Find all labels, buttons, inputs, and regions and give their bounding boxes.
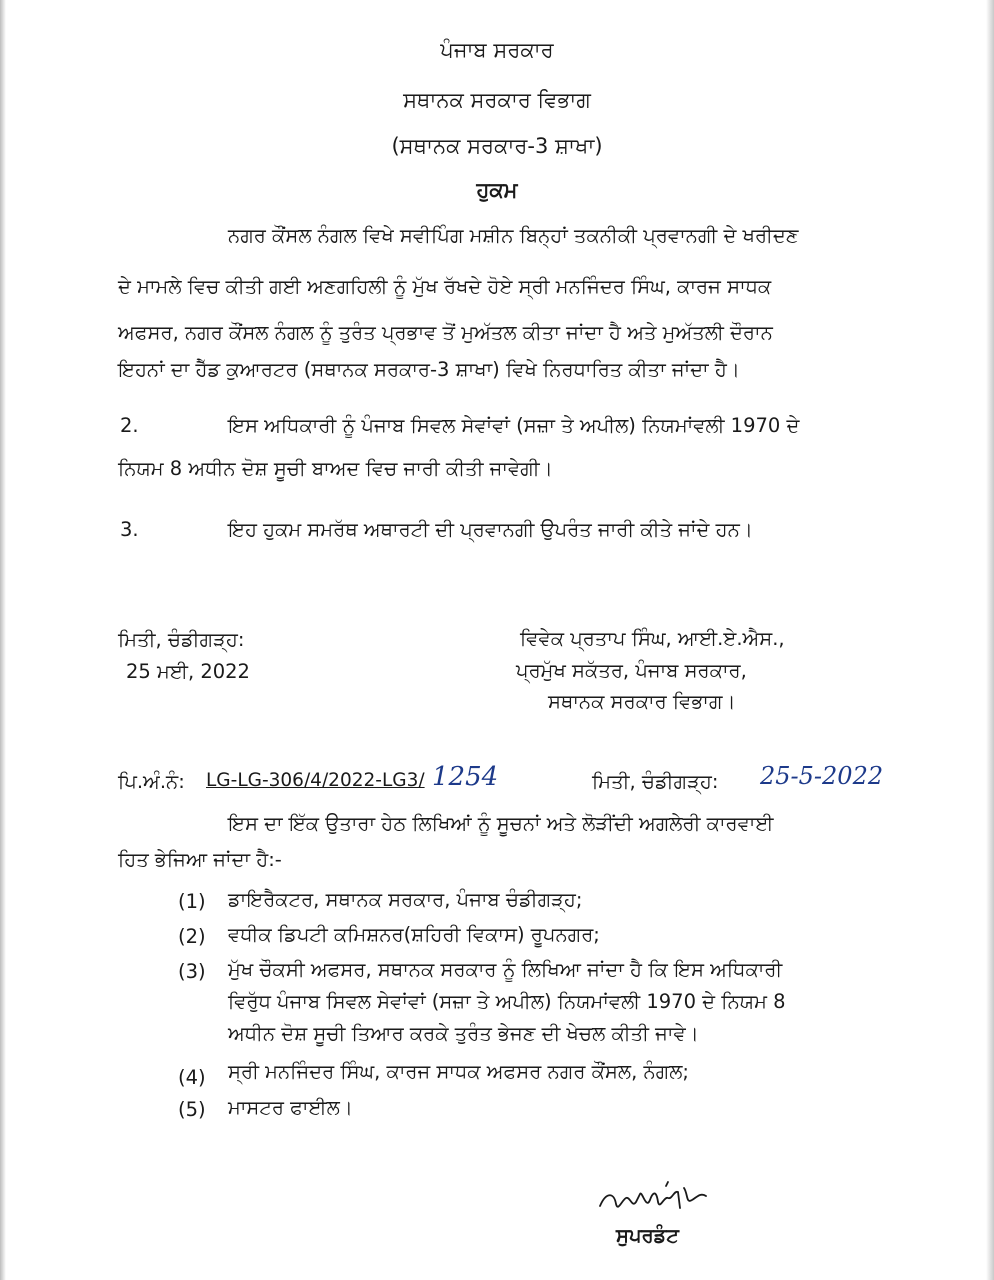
signatory-department: ਸਥਾਨਕ ਸਰਕਾਰ ਵਿਭਾਗ। xyxy=(548,690,736,713)
para1-line1: ਨਗਰ ਕੌਂਸਲ ਨੰਗਲ ਵਿਖੇ ਸਵੀਪਿੰਗ ਮਸ਼ੀਨ ਬਿਨ੍ਹਾਂ ਤਕਨੀਕੀ ਪ੍ਰਵਾਨਗੀ ਦੇ ਖਰੀਦਣ xyxy=(228,224,799,247)
endorsement-intro-line2: ਹਿਤ ਭੇਜਿਆ ਜਾਂਦਾ ਹੈ:- xyxy=(118,848,282,871)
endorsement-ref-number: LG-LG-306/4/2022-LG3/ xyxy=(206,770,425,791)
endorsement-ref-handwritten: 1254 xyxy=(432,762,499,792)
list-item-1-number: (1) xyxy=(178,890,206,913)
list-item-4: ਸ੍ਰੀ ਮਨਜਿੰਦਰ ਸਿੰਘ, ਕਾਰਜ ਸਾਧਕ ਅਫਸਰ ਨਗਰ ਕੌਂਸਲ, ਨੰਗਲ; xyxy=(228,1060,689,1083)
list-item-1: ਡਾਇਰੈਕਟਰ, ਸਥਾਨਕ ਸਰਕਾਰ, ਪੰਜਾਬ ਚੰਡੀਗੜ੍ਹ; xyxy=(228,888,583,911)
order-title: ਹੁਕਮ xyxy=(476,178,518,202)
list-item-2: ਵਧੀਕ ਡਿਪਟੀ ਕਮਿਸ਼ਨਰ(ਸ਼ਹਿਰੀ ਵਿਕਾਸ) ਰੂਪਨਗਰ; xyxy=(228,923,600,946)
list-item-3-line3: ਅਧੀਨ ਦੋਸ਼ ਸੂਚੀ ਤਿਆਰ ਕਰਕੇ ਤੁਰੰਤ ਭੇਜਣ ਦੀ ਖੇਚਲ ਕੀਤੀ ਜਾਵੇ। xyxy=(228,1022,699,1045)
endorsement-ref-label: ਪਿ.ਅੰ.ਨੰ: xyxy=(118,770,185,793)
order-date-label: ਮਿਤੀ, ਚੰਡੀਗੜ੍ਹ: xyxy=(118,628,245,651)
order-date: 25 ਮਈ, 2022 xyxy=(126,660,250,683)
endorsement-date-handwritten: 25-5-2022 xyxy=(760,762,884,790)
list-item-2-number: (2) xyxy=(178,925,206,948)
para1-line4: ਇਹਨਾਂ ਦਾ ਹੈੱਡ ਕੁਆਰਟਰ (ਸਥਾਨਕ ਸਰਕਾਰ-3 ਸ਼ਾਖਾ) ਵਿਖੇ ਨਿਰਧਾਰਿਤ ਕੀਤਾ ਜਾਂਦਾ ਹੈ। xyxy=(118,358,740,381)
list-item-5-number: (5) xyxy=(178,1098,206,1121)
superintendent-designation: ਸੁਪਰਡੰਟ xyxy=(616,1224,679,1247)
signatory-designation: ਪ੍ਰਮੁੱਖ ਸਕੱਤਰ, ਪੰਜਾਬ ਸਰਕਾਰ, xyxy=(516,659,747,682)
list-item-3-line1: ਮੁੱਖ ਚੌਕਸੀ ਅਫਸਰ, ਸਥਾਨਕ ਸਰਕਾਰ ਨੂੰ ਲਿਖਿਆ ਜਾਂਦਾ ਹੈ ਕਿ ਇਸ ਅਧਿਕਾਰੀ xyxy=(228,958,783,981)
list-item-3-number: (3) xyxy=(178,960,206,983)
para1-line2: ਦੇ ਮਾਮਲੇ ਵਿਚ ਕੀਤੀ ਗਈ ਅਣਗਹਿਲੀ ਨੂੰ ਮੁੱਖ ਰੱਖਦੇ ਹੋਏ ਸ੍ਰੀ ਮਨਜਿੰਦਰ ਸਿੰਘ, ਕਾਰਜ ਸਾਧਕ xyxy=(118,275,772,298)
endorsement-date-label: ਮਿਤੀ, ਚੰਡੀਗੜ੍ਹ: xyxy=(592,770,719,793)
para2-number: 2. xyxy=(120,414,139,437)
list-item-5: ਮਾਸਟਰ ਫਾਈਲ। xyxy=(228,1096,353,1119)
list-item-4-number: (4) xyxy=(178,1066,206,1089)
list-item-3-line2: ਵਿਰੁੱਧ ਪੰਜਾਬ ਸਿਵਲ ਸੇਵਾਂਵਾਂ (ਸਜ਼ਾ ਤੇ ਅਪੀਲ) ਨਿਯਮਾਂਵਲੀ 1970 ਦੇ ਨਿਯਮ 8 xyxy=(228,990,786,1013)
header-department: ਸਥਾਨਕ ਸਰਕਾਰ ਵਿਭਾਗ xyxy=(403,88,591,112)
signatory-name: ਵਿਵੇਕ ਪ੍ਰਤਾਪ ਸਿੰਘ, ਆਈ.ਏ.ਐਸ., xyxy=(520,627,785,650)
para2-line2: ਨਿਯਮ 8 ਅਧੀਨ ਦੋਸ਼ ਸੂਚੀ ਬਾਅਦ ਵਿਚ ਜਾਰੀ ਕੀਤੀ ਜਾਵੇਗੀ। xyxy=(118,457,553,480)
para2-line1: ਇਸ ਅਧਿਕਾਰੀ ਨੂੰ ਪੰਜਾਬ ਸਿਵਲ ਸੇਵਾਂਵਾਂ (ਸਜ਼ਾ ਤੇ ਅਪੀਲ) ਨਿਯਮਾਂਵਲੀ 1970 ਦੇ xyxy=(228,414,800,437)
para3-number: 3. xyxy=(120,518,139,541)
para3-line1: ਇਹ ਹੁਕਮ ਸਮਰੱਥ ਅਥਾਰਟੀ ਦੀ ਪ੍ਰਵਾਨਗੀ ਉਪਰੰਤ ਜਾਰੀ ਕੀਤੇ ਜਾਂਦੇ ਹਨ। xyxy=(228,518,753,541)
endorsement-intro-line1: ਇਸ ਦਾ ਇੱਕ ਉਤਾਰਾ ਹੇਠ ਲਿਖਿਆਂ ਨੂੰ ਸੂਚਨਾਂ ਅਤੇ ਲੋੜੀਂਦੀ ਅਗਲੇਰੀ ਕਾਰਵਾਈ xyxy=(228,812,774,835)
header-branch: (ਸਥਾਨਕ ਸਰਕਾਰ-3 ਸ਼ਾਖਾ) xyxy=(391,134,603,158)
para1-line3: ਅਫਸਰ, ਨਗਰ ਕੌਂਸਲ ਨੰਗਲ ਨੂੰ ਤੁਰੰਤ ਪ੍ਰਭਾਵ ਤੋਂ ਮੁਅੱਤਲ ਕੀਤਾ ਜਾਂਦਾ ਹੈ ਅਤੇ ਮੁਅੱਤਲੀ ਦੌਰਾਨ xyxy=(118,321,773,344)
header-government: ਪੰਜਾਬ ਸਰਕਾਰ xyxy=(440,38,554,62)
handwritten-signature xyxy=(596,1180,716,1220)
